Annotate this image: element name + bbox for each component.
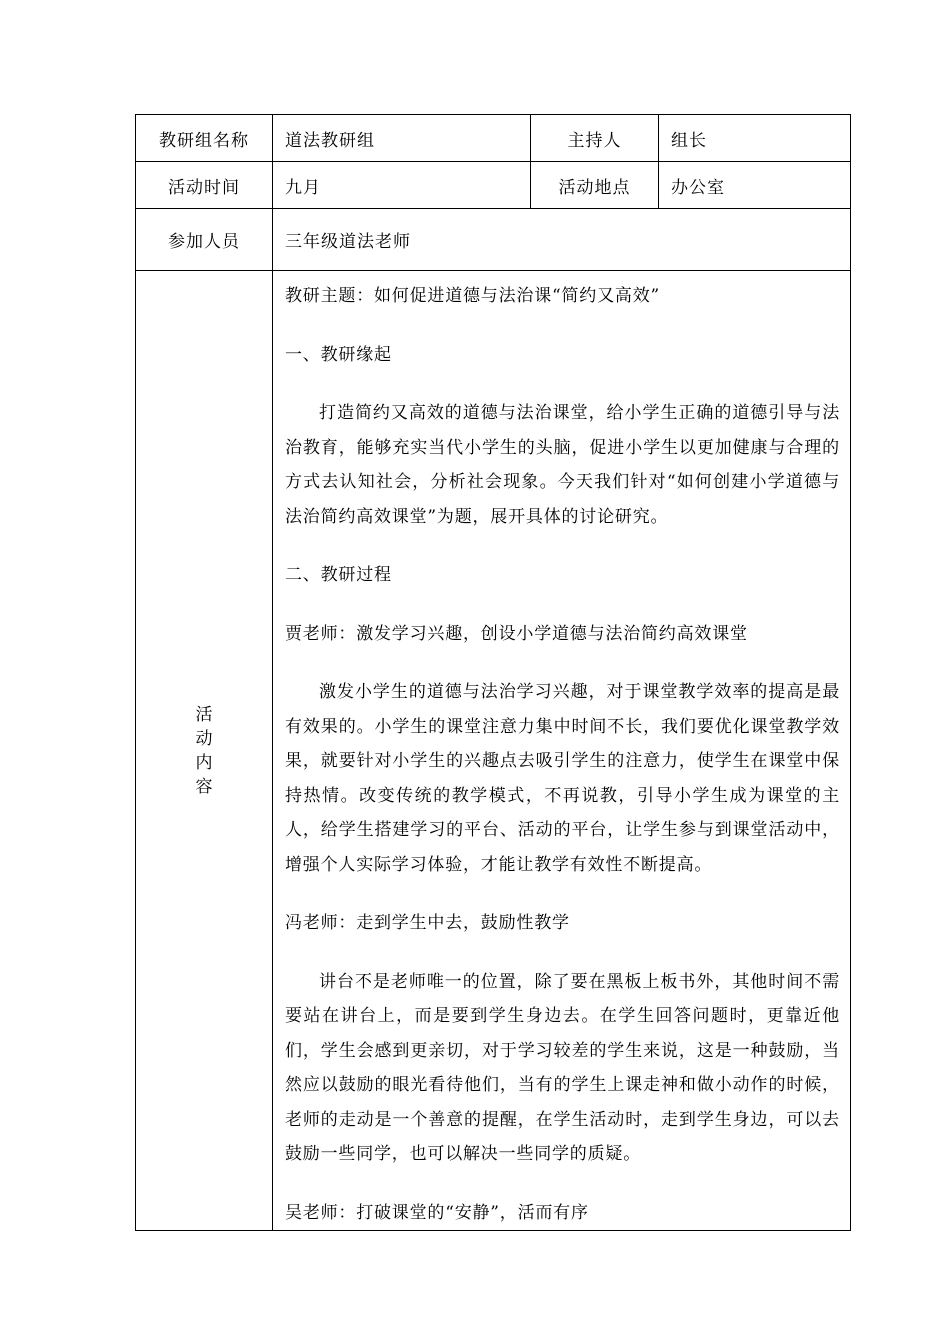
content-label-char: 容	[195, 776, 213, 797]
group-name-value: 道法教研组	[273, 115, 531, 162]
host-value: 组长	[659, 115, 851, 162]
teacher-feng-title: 冯老师：走到学生中去，鼓励性教学	[285, 913, 570, 933]
activity-content-body	[273, 271, 851, 1231]
research-theme: 教研主题：如何促进道德与法治课“简约又高效”	[285, 286, 660, 306]
row-activity-content	[136, 271, 851, 1231]
participants-label: 参加人员	[136, 209, 273, 271]
section-origin-title: 一、教研缘起	[285, 344, 392, 365]
section-process-title: 二、教研过程	[285, 565, 392, 585]
activity-content-label	[136, 271, 273, 1231]
section-origin-text: 打造简约又高效的道德与法治课堂，给小学生正确的道德引导与法治教育，能够充实当代小学生的头脑，促进小学生以更加健康与合理的方式去认知社会，分析社会现象。今天我们针对“如何创建小学道德与法治简约高效课堂”为题，展开具体的讨论研究。	[285, 403, 840, 527]
content-label-char: 动	[195, 728, 213, 749]
content-label-char: 活	[195, 704, 213, 725]
time-label: 活动时间	[136, 162, 273, 209]
participants-value: 三年级道法老师	[273, 209, 851, 271]
content-label-char: 内	[195, 752, 213, 773]
row-time-place	[136, 162, 851, 209]
time-value: 九月	[273, 162, 531, 209]
place-label: 活动地点	[531, 162, 659, 209]
teacher-jia-title: 贾老师：激发学习兴趣，创设小学道德与法治简约高效课堂	[285, 623, 748, 644]
teacher-jia-text: 激发小学生的道德与法治学习兴趣，对于课堂教学效率的提高是最有效果的。小学生的课堂注意力集中时间不长，我们要优化课堂教学效果，就要针对小学生的兴趣点去吸引学生的注意力，使学生在课堂中保持热情。改变传统的教学模式，不再说教，引导小学生成为课堂的主人，给学生搭建学习的平台、活动的平台，让学生参与到课堂活动中，增强个人实际学习体验，才能让教学有效性不断提高。	[285, 682, 840, 875]
activity-record-table	[135, 114, 851, 1231]
group-name-label: 教研组名称	[136, 115, 273, 162]
teacher-feng-text: 讲台不是老师唯一的位置，除了要在黑板上板书外，其他时间不需要站在讲台上，而是要到学生身边去。在学生回答问题时，更靠近他们，学生会感到更亲切，对于学习较差的学生来说，这是一种鼓励，当然应以鼓励的眼光看待他们，当有的学生上课走神和做小动作的时候，老师的走动是一个善意的提醒，在学生活动时，走到学生身边，可以去鼓励一些同学，也可以解决一些同学的质疑。	[285, 971, 840, 1164]
teacher-wu-title: 吴老师：打破课堂的“安静”，活而有序	[285, 1202, 589, 1223]
row-group-name	[136, 115, 851, 162]
host-label: 主持人	[531, 115, 659, 162]
row-participants	[136, 209, 851, 271]
place-value: 办公室	[659, 162, 851, 209]
